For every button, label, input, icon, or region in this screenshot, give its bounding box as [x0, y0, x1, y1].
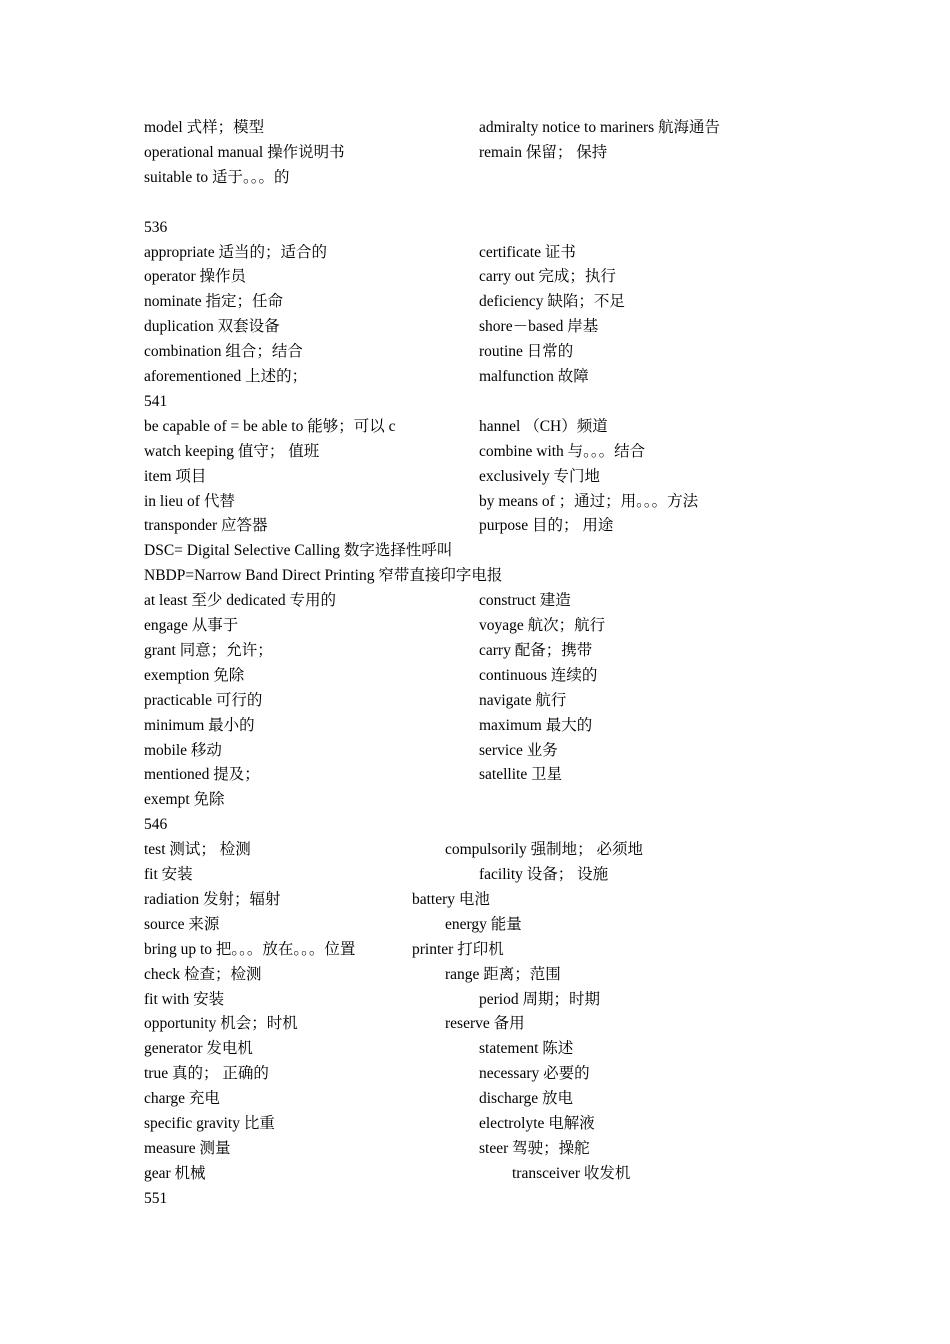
vocab-line	[144, 664, 904, 688]
vocab-line	[144, 564, 904, 588]
vocab-entry-right: facility 设备； 设施	[479, 866, 609, 883]
vocab-entry-right: hannel （CH）频道	[479, 417, 608, 435]
vocab-entry-left: bring up to 把。。。放在。。。位置	[144, 940, 356, 958]
vocab-entry-left: radiation 发射；辐射	[144, 890, 281, 908]
vocab-entry-right: purpose 目的； 用途	[479, 517, 614, 535]
vocab-entry-right: compulsorily 强制地； 必须地	[445, 841, 644, 859]
vocab-entry-left: 541	[144, 392, 168, 410]
vocab-entry-left: appropriate 适当的；适合的	[144, 243, 327, 261]
vocab-line	[144, 390, 904, 414]
vocab-entry-right: routine 日常的	[479, 343, 574, 361]
vocab-entry-left: mobile 移动	[144, 741, 222, 759]
vocab-entry-left: minimum 最小的	[144, 716, 255, 734]
vocab-line	[144, 315, 904, 339]
vocab-line	[144, 714, 904, 738]
vocab-line	[144, 963, 904, 987]
vocab-line	[144, 1037, 904, 1061]
vocab-line	[144, 689, 904, 713]
vocab-entry-right: printer 打印机	[412, 940, 504, 958]
vocab-entry-left: fit 安装	[144, 866, 193, 883]
vocab-line	[144, 514, 904, 538]
vocab-line	[144, 241, 904, 265]
vocab-entry-right: energy 能量	[445, 915, 522, 933]
vocab-line	[144, 1137, 904, 1161]
vocab-line	[144, 763, 904, 787]
vocab-entry-right: malfunction 故障	[479, 368, 589, 385]
vocab-entry-left: exempt 免除	[144, 791, 225, 809]
vocab-entry-left: combination 组合；结合	[144, 343, 303, 361]
vocab-entry-left: operator 操作员	[144, 268, 247, 286]
vocab-line	[144, 838, 904, 862]
vocab-entry-right: period 周期；时期	[479, 990, 600, 1008]
vocab-line	[144, 888, 904, 912]
vocab-entry-left: watch keeping 值守； 值班	[144, 442, 320, 460]
vocab-entry-right: reserve 备用	[445, 1015, 525, 1033]
vocab-entry-right: combine with 与。。。结合	[479, 442, 646, 460]
vocab-entry-right: by means of ；通过；用。。。方法	[479, 492, 699, 510]
vocab-entry-right: carry out 完成；执行	[479, 268, 616, 286]
vocab-entry-left: 536	[144, 218, 168, 236]
vocab-entry-left: fit with 安装	[144, 990, 225, 1008]
vocab-entry-right: admiralty notice to mariners 航海通告	[479, 119, 721, 136]
vocab-entry-right: steer 驾驶；操舵	[479, 1139, 590, 1157]
vocab-line	[144, 340, 904, 364]
vocab-entry-left: 546	[144, 816, 168, 834]
vocab-line	[144, 539, 904, 563]
vocab-entry-left: transponder 应答器	[144, 517, 268, 535]
vocab-entry-left: charge 充电	[144, 1090, 220, 1108]
vocab-entry-left: in lieu of 代替	[144, 492, 235, 510]
vocab-line	[144, 1062, 904, 1086]
vocab-line	[144, 465, 904, 489]
vocab-entry-right: remain 保留； 保持	[479, 143, 608, 161]
vocab-entry-right: statement 陈述	[479, 1040, 574, 1058]
vocab-entry-left: practicable 可行的	[144, 691, 263, 709]
vocab-entry-left: measure 测量	[144, 1139, 231, 1157]
vocab-entry-left: aforementioned 上述的；	[144, 368, 308, 385]
vocab-entry-right: shore－based 岸基	[479, 318, 599, 336]
vocab-line	[144, 440, 904, 464]
vocab-line	[144, 415, 904, 439]
vocab-entry-right: necessary 必要的	[479, 1065, 590, 1083]
vocab-line	[144, 639, 904, 663]
vocab-line	[144, 166, 904, 190]
vocab-entry-left: source 来源	[144, 915, 220, 933]
vocab-line	[144, 1087, 904, 1111]
vocab-entry-left: item 项目	[144, 467, 207, 485]
vocab-entry-left: grant 同意；允许；	[144, 641, 273, 659]
vocab-entry-left: suitable to 适于。。。的	[144, 168, 290, 186]
vocab-line	[144, 788, 904, 812]
vocab-entry-left: test 测试； 检测	[144, 841, 251, 859]
vocab-line	[144, 938, 904, 962]
vocab-entry-left: duplication 双套设备	[144, 318, 280, 336]
vocab-entry-left: specific gravity 比重	[144, 1115, 275, 1132]
vocab-entry-right: service 业务	[479, 741, 558, 759]
vocab-entry-right: construct 建造	[479, 592, 571, 610]
vocab-entry-right: exclusively 专门地	[479, 467, 600, 485]
vocab-line	[144, 290, 904, 314]
vocab-line	[144, 913, 904, 937]
vocab-entry-right: navigate 航行	[479, 691, 567, 709]
vocab-entry-right: satellite 卫星	[479, 766, 563, 784]
vocab-line	[144, 988, 904, 1012]
vocab-line	[144, 141, 904, 165]
vocab-line	[144, 116, 904, 140]
vocab-entry-left: mentioned 提及；	[144, 766, 260, 784]
vocab-line	[144, 813, 904, 837]
vocab-line	[144, 739, 904, 763]
vocab-entry-left: be capable of = be able to 能够；可以 c	[144, 417, 396, 435]
vocab-line	[144, 216, 904, 240]
vocab-entry-left: operational manual 操作说明书	[144, 143, 345, 161]
vocab-line	[144, 589, 904, 613]
vocab-entry-right: maximum 最大的	[479, 716, 593, 734]
vocab-entry-left: opportunity 机会；时机	[144, 1015, 298, 1033]
vocab-entry-right: voyage 航次；航行	[479, 617, 606, 634]
vocab-entry-left: nominate 指定；任命	[144, 293, 284, 311]
vocab-entry-left: generator 发电机	[144, 1040, 253, 1058]
vocab-entry-full: NBDP=Narrow Band Direct Printing 窄带直接印字电报	[144, 567, 503, 585]
vocab-entry-left: gear 机械	[144, 1164, 206, 1182]
vocab-entry-left: engage 从事于	[144, 617, 239, 634]
vocab-line	[144, 365, 904, 389]
vocab-entry-left: model 式样；模型	[144, 119, 265, 136]
vocab-line	[144, 1162, 904, 1186]
vocab-entry-left: true 真的； 正确的	[144, 1065, 269, 1083]
vocab-line	[144, 863, 904, 887]
vocab-entry-full: DSC= Digital Selective Calling 数字选择性呼叫	[144, 542, 453, 560]
vocab-line	[144, 1012, 904, 1036]
vocab-entry-right: range 距离；范围	[445, 965, 561, 983]
vocab-entry-right: certificate 证书	[479, 243, 576, 261]
vocab-line	[144, 1187, 904, 1211]
vocab-line	[144, 1112, 904, 1136]
vocab-entry-right: transceiver 收发机	[512, 1164, 631, 1182]
vocab-line	[144, 265, 904, 289]
vocab-line	[144, 490, 904, 514]
vocab-entry-right: carry 配备；携带	[479, 641, 593, 659]
vocab-entry-left: at least 至少 dedicated 专用的	[144, 592, 336, 610]
vocab-entry-left: exemption 免除	[144, 666, 245, 684]
vocab-entry-right: continuous 连续的	[479, 666, 598, 684]
vocab-line	[144, 614, 904, 638]
vocab-line	[144, 191, 904, 215]
vocab-entry-right: discharge 放电	[479, 1090, 573, 1108]
vocab-entry-right: electrolyte 电解液	[479, 1115, 595, 1132]
vocab-entry-left: 551	[144, 1189, 168, 1207]
vocab-entry-right: deficiency 缺陷；不足	[479, 293, 625, 311]
vocab-entry-left: check 检查；检测	[144, 965, 262, 983]
vocab-entry-right: battery 电池	[412, 890, 490, 908]
